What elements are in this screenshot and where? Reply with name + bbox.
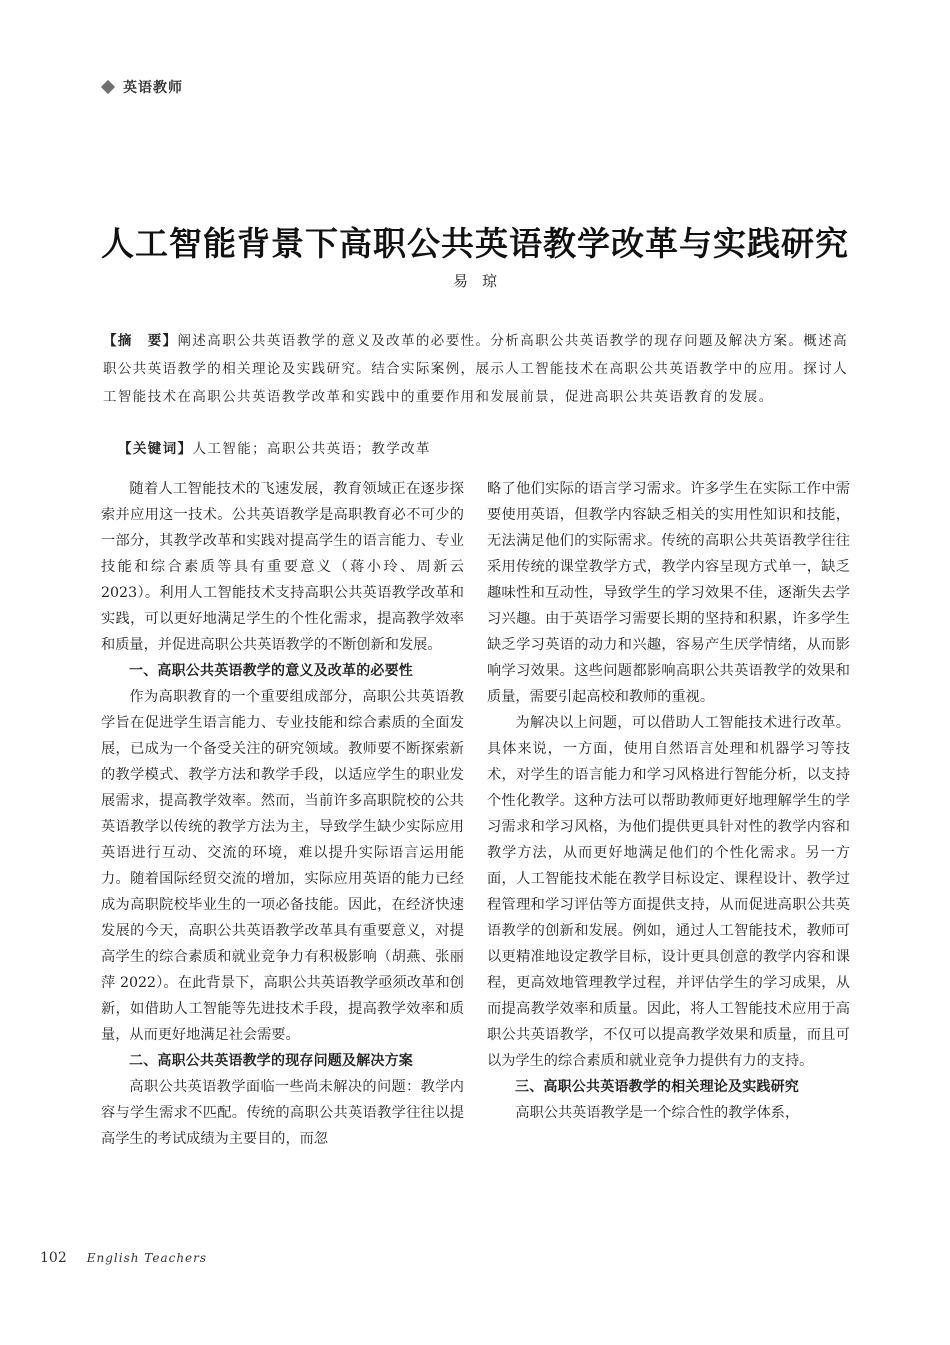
- paragraph: 略了他们实际的语言学习需求。许多学生在实际工作中需要使用英语，但教学内容缺乏相关的实用性知识和技能，无法满足他们的实际需求。传统的高职公共英语教学往往采用传统的课堂教学方式，教学内容呈现方式单一，缺乏趣味性和互动性，导致学生的学习效果不佳，逐渐失去学习兴趣。由于英语学习需要长期的坚持和积累，许多学生缺乏学习英语的动力和兴趣，容易产生厌学情绪，从而影响学习效果。这些问题都影响高职公共英语教学的效果和质量，需要引起高校和教师的重视。: [487, 481, 850, 705]
- journal-section-label: 英语教师: [123, 80, 183, 96]
- paragraph: 作为高职教育的一个重要组成部分，高职公共英语教学旨在促进学生语言能力、专业技能和综合素质的全面发展，已成为一个备受关注的研究领域。教师要不断探索新的教学模式、教学方法和教学手段，以适应学生的职业发展需求，提高教学效率。然而，当前许多高职院校的公共英语教学以传统的教学方法为主，导致学生缺少实际应用英语进行互动、交流的环境，难以提升实际语言运用能力。随着国际经贸交流的增加，实际应用英语的能力已经成为高职院校毕业生的一项必备技能。因此，在经济快速发展的今天，高职公共英语教学改革具有重要意义，对提高学生的综合素质和就业竞争力有积极影响（胡燕、张丽萍 2022）。在此背景下，高职公共英语教学亟须改革和创新，如借助人工智能等先进技术手段，提高教学效率和质量，从而更好地满足社会需要。: [101, 689, 464, 1043]
- author-name: 易琼: [452, 272, 511, 290]
- abstract-text: 阐述高职公共英语教学的意义及改革的必要性。分析高职公共英语教学的现存问题及解决方案。概述高职公共英语教学的相关理论及实践研究。结合实际案例，展示人工智能技术在高职公共英语教学中的应用。探讨人工智能技术在高职公共英语教学改革和实践中的重要作用和发展前景，促进高职公共英语教育的发展。: [103, 333, 848, 405]
- running-header: [103, 77, 183, 97]
- keywords-text: 人工智能；高职公共英语；教学改革: [192, 441, 431, 457]
- page-footer: [40, 1250, 207, 1266]
- section-heading-3: 三、高职公共英语教学的相关理论及实践研究: [515, 1079, 799, 1095]
- keywords-label: 【关键词】: [118, 441, 193, 457]
- right-column: [487, 476, 850, 1126]
- paragraph: 高职公共英语教学是一个综合性的教学体系，: [515, 1105, 800, 1121]
- section-heading-2: 二、高职公共英语教学的现存问题及解决方案: [129, 1053, 413, 1069]
- paragraph: 高职公共英语教学面临一些尚未解决的问题：教学内容与学生需求不匹配。传统的高职公共英语教学往往以提高学生的考试成绩为主要目的，而忽: [101, 1079, 464, 1147]
- journal-name-english: English Teachers: [86, 1251, 208, 1265]
- diamond-icon: [101, 80, 115, 94]
- abstract: [103, 327, 850, 411]
- paragraph: 随着人工智能技术的飞速发展，教育领域正在逐步探索并应用这一技术。公共英语教学是高职教育必不可少的一部分，其教学改革和实践对提高学生的语言能力、专业技能和综合素质等具有重要意义（蒋小玲、周新云 2023）。利用人工智能技术支持高职公共英语教学改革和实践，可以更好地满足学生的个性化需求，提高教学效率和质量，并促进高职公共英语教学的不断创新和发展。: [101, 481, 464, 653]
- left-column: [101, 476, 464, 1152]
- section-heading-1: 一、高职公共英语教学的意义及改革的必要性: [129, 663, 413, 679]
- page-number: 102: [40, 1250, 67, 1266]
- article-title: 人工智能背景下高职公共英语教学改革与实践研究: [101, 224, 849, 263]
- paragraph: 为解决以上问题，可以借助人工智能技术进行改革。具体来说，一方面，使用自然语言处理和机器学习等技术，对学生的语言能力和学习风格进行智能分析，以支持个性化教学。这种方法可以帮助教师更好地理解学生的学习需求和学习风格，为他们提供更具针对性的教学内容和教学方法，从而更好地满足他们的个性化需求。另一方面，人工智能技术能在教学目标设定、课程设计、教学过程管理和学习评估等方面提供支持，从而促进高职公共英语教学的创新和发展。例如，通过人工智能技术，教师可以更精准地设定教学目标，设计更具创意的教学内容和课程，更高效地管理教学过程，并评估学生的学习成果，从而提高教学效率和质量。因此，将人工智能技术应用于高职公共英语教学，不仅可以提高教学效果和质量，而且可以为学生的综合素质和就业竞争力提供有力的支持。: [487, 715, 850, 1069]
- abstract-label: 【摘 要】: [103, 333, 178, 349]
- keywords: [118, 437, 431, 457]
